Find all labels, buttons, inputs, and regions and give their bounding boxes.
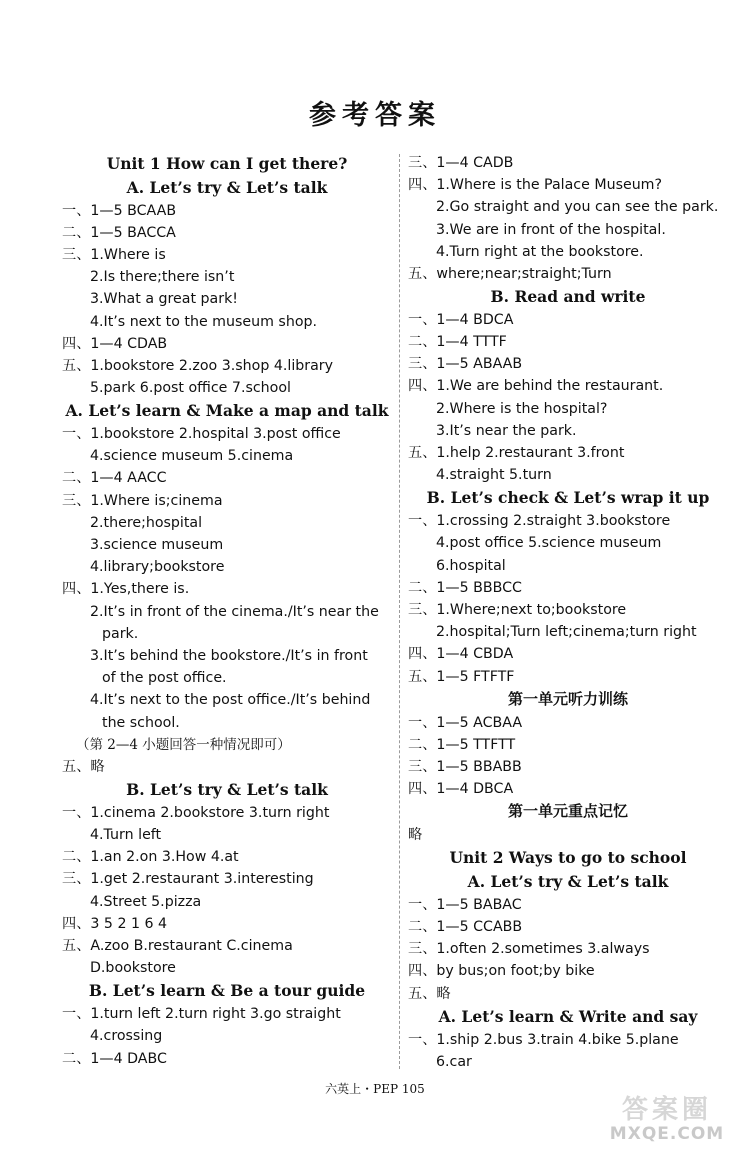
page-title: 参考答案 [309, 100, 441, 131]
answer-line: 二、1—4 DABC [62, 1050, 167, 1067]
answer-line: 五、1—5 FTFTF [408, 668, 515, 685]
answer-line: 二、1—5 BACCA [62, 224, 176, 241]
right-column [408, 152, 728, 1073]
answer-line: 四、1.Yes,there is. [62, 581, 190, 598]
answer-line: 三、1—5 BBABB [408, 758, 522, 775]
answer-line: 五、略 [62, 758, 105, 775]
answer-line: 二、1—4 AACC [62, 470, 167, 487]
section-heading: B. Read and write [490, 287, 646, 307]
answer-line: D.bookstore [90, 960, 176, 977]
answer-line: 6.car [436, 1053, 472, 1070]
answer-line: 2.Go straight and you can see the park. [436, 199, 719, 216]
answer-line: 三、1.get 2.restaurant 3.interesting [62, 871, 314, 888]
answer-line: 4.straight 5.turn [436, 467, 552, 484]
answer-line: 2.hospital;Turn left;cinema;turn right [436, 624, 697, 641]
section-heading: Unit 1 How can I get there? [106, 154, 348, 173]
answer-line: 一、1—5 ACBAA [408, 714, 523, 731]
answer-line: 四、1—4 CBDA [408, 646, 514, 663]
answer-line: 2.there;hospital [90, 514, 203, 531]
watermark-glyphs: 答案圈 [621, 1095, 712, 1125]
answer-line: 4.It’s next to the post office./It’s behind [90, 692, 371, 709]
answer-line: 四、1—4 CDAB [62, 335, 168, 352]
column-divider [399, 154, 400, 1069]
answer-line: 2.Is there;there isn’t [90, 269, 235, 286]
answer-line: 3.It’s near the park. [436, 422, 577, 439]
answer-line: 五、1.bookstore 2.zoo 3.shop 4.library [62, 357, 334, 374]
answer-line: 一、1.ship 2.bus 3.train 4.bike 5.plane [408, 1031, 679, 1048]
answer-line: 6.hospital [436, 557, 506, 574]
answer-line: 一、1—5 BCAAB [62, 202, 177, 219]
answer-line: 三、1.Where is [62, 246, 166, 263]
left-column [62, 152, 392, 1070]
answer-line: 5.park 6.post office 7.school [90, 380, 291, 397]
answer-line: 一、1.turn left 2.turn right 3.go straight [62, 1006, 341, 1023]
section-heading: A. Let’s learn & Make a map and talk [65, 401, 389, 421]
answer-line: 3.We are in front of the hospital. [436, 221, 666, 238]
section-heading: 第一单元听力训练 [507, 689, 628, 708]
section-heading: B. Let’s check & Let’s wrap it up [426, 488, 710, 508]
answer-line: 二、1.an 2.on 3.How 4.at [62, 849, 239, 866]
answer-line: 三、1.often 2.sometimes 3.always [408, 941, 650, 958]
answer-line: 二、1—5 BBBCC [408, 579, 522, 596]
answer-line: 三、1—5 ABAAB [408, 356, 523, 373]
answer-line: 一、1.crossing 2.straight 3.bookstore [408, 513, 671, 530]
answer-line: 二、1—4 TTTF [408, 334, 507, 351]
section-heading: A. Let’s try & Let’s talk [467, 872, 669, 892]
section-heading: 第一单元重点记忆 [507, 802, 628, 821]
answer-line: 一、1.cinema 2.bookstore 3.turn right [62, 804, 330, 821]
answer-line: 3.It’s behind the bookstore./It’s in front [90, 647, 368, 664]
answer-line: 二、1—5 CCABB [408, 919, 523, 936]
answer-line: 一、1.bookstore 2.hospital 3.post office [62, 426, 341, 443]
watermark-text: MXQE.COM [609, 1124, 725, 1144]
answer-line: 四、1—4 DBCA [408, 781, 514, 798]
section-heading: Unit 2 Ways to go to school [449, 848, 687, 868]
answer-line: 4.crossing [90, 1028, 163, 1045]
section-heading: A. Let’s try & Let’s talk [126, 177, 328, 197]
answer-note: （第 2—4 小题回答一种情况即可） [76, 736, 291, 753]
answer-line: 3.science museum [90, 537, 224, 554]
section-heading: B. Let’s try & Let’s talk [126, 780, 328, 800]
answer-line: of the post office. [102, 670, 227, 687]
answer-line: 四、1.Where is the Palace Museum? [408, 177, 663, 194]
answer-line: 四、by bus;on foot;by bike [408, 963, 595, 980]
answer-line: 五、略 [408, 985, 451, 1002]
answer-line: 4.science museum 5.cinema [90, 448, 294, 465]
answer-line: 4.It’s next to the museum shop. [90, 313, 318, 330]
answer-line: 五、A.zoo B.restaurant C.cinema [62, 938, 293, 954]
watermark-logo [592, 1096, 742, 1148]
answer-line: 3.What a great park! [90, 291, 238, 308]
answer-line: 4.Turn right at the bookstore. [436, 243, 644, 260]
answer-line: 4.post office 5.science museum [436, 535, 662, 552]
answer-line: 三、1.Where is;cinema [62, 492, 223, 509]
answer-line: 四、1.We are behind the restaurant. [408, 378, 664, 395]
answer-line: 4.Street 5.pizza [90, 893, 202, 910]
answer-line: 三、1.Where;next to;bookstore [408, 601, 627, 618]
answer-line: 2.It’s in front of the cinema./It’s near the [90, 603, 379, 620]
answer-line: the school. [102, 714, 180, 731]
answer-line: 2.Where is the hospital? [436, 400, 608, 417]
section-heading: A. Let’s learn & Write and say [438, 1006, 698, 1026]
answer-line: 四、3 5 2 1 6 4 [62, 915, 168, 932]
answer-line: 三、1—4 CADB [408, 155, 514, 171]
answer-line: park. [102, 625, 139, 642]
answer-line: 一、1—5 BABAC [408, 896, 522, 913]
answer-line: 二、1—5 TTFTT [408, 736, 516, 753]
section-heading: B. Let’s learn & Be a tour guide [88, 981, 366, 1001]
answer-line: 五、1.help 2.restaurant 3.front [408, 445, 625, 462]
answer-line: 五、where;near;straight;Turn [408, 265, 612, 282]
answer-line: 4.Turn left [90, 827, 162, 844]
answer-line: 一、1—4 BDCA [408, 311, 514, 328]
answer-line: 略 [408, 827, 423, 844]
page-footer: 六英上・PEP 105 [325, 1082, 425, 1096]
answer-line: 4.library;bookstore [90, 559, 225, 576]
